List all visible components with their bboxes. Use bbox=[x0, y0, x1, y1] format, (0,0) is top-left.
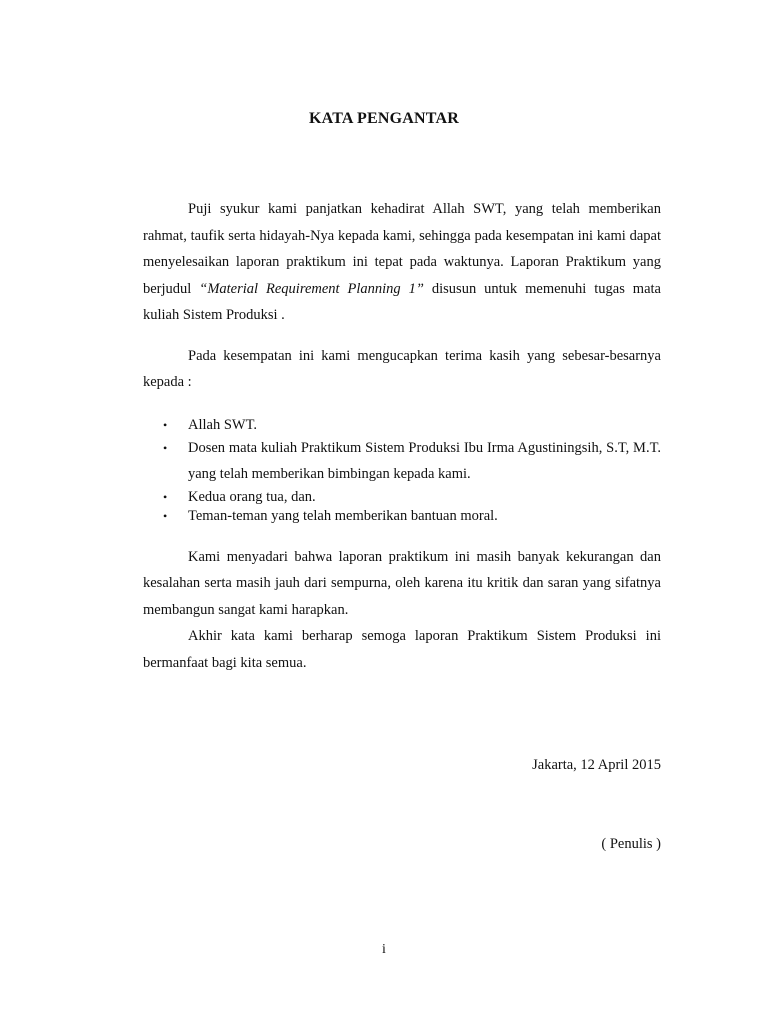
bullet-icon: • bbox=[163, 489, 168, 504]
list-item bbox=[143, 416, 661, 435]
intro-text: Puji syukur kami panjatkan kehadirat Allah SWT, yang telah memberikan rahmat, taufik serta hidayah-Nya kepada kami, sehingga pada kesempatan ini kami dapat menyelesaikan laporan praktikum ini tepat pada waktunya. Laporan Praktikum yang berjudul bbox=[143, 201, 661, 297]
report-title: “Material Requirement Planning 1” bbox=[199, 280, 424, 297]
thanks-list bbox=[143, 416, 661, 526]
list-item bbox=[143, 435, 661, 488]
bullet-icon: • bbox=[163, 508, 168, 523]
intro-text-end: disusun untuk memenuhi tugas mata kuliah Sistem Produksi . bbox=[143, 280, 661, 323]
body-text bbox=[143, 196, 661, 676]
bullet-icon: • bbox=[163, 417, 168, 432]
bullet-icon: • bbox=[163, 440, 168, 455]
page-title: KATA PENGANTAR bbox=[309, 110, 459, 127]
thanks-intro-paragraph: Pada kesempatan ini kami mengucapkan terima kasih yang sebesar-besarnya kepada : bbox=[143, 347, 661, 390]
acknowledgement-paragraph: Kami menyadari bahwa laporan praktikum ini masih banyak kekurangan dan kesalahan serta masih jauh dari sempurna, oleh karena itu kritik dan saran yang sifatnya membangun sangat kami harapkan. bbox=[143, 548, 661, 618]
list-item-text: Allah SWT. bbox=[188, 416, 257, 433]
list-item bbox=[143, 507, 661, 526]
list-item-text: Dosen mata kuliah Praktikum Sistem Produksi Ibu Irma Agustiningsih, S.T, M.T. yang telah memberikan bimbingan kepada kami. bbox=[188, 439, 661, 482]
intro-paragraph bbox=[143, 196, 661, 329]
closing-paragraph: Akhir kata kami berharap semoga laporan Praktikum Sistem Produksi ini bermanfaat bagi kita semua. bbox=[143, 628, 661, 671]
list-item bbox=[143, 488, 661, 507]
list-item-text: Kedua orang tua, dan. bbox=[188, 488, 316, 505]
list-item-text: Teman-teman yang telah memberikan bantuan moral. bbox=[188, 507, 498, 524]
page-number: i bbox=[382, 942, 386, 957]
place-date: Jakarta, 12 April 2015 bbox=[532, 757, 661, 773]
author-signature: ( Penulis ) bbox=[601, 836, 661, 852]
